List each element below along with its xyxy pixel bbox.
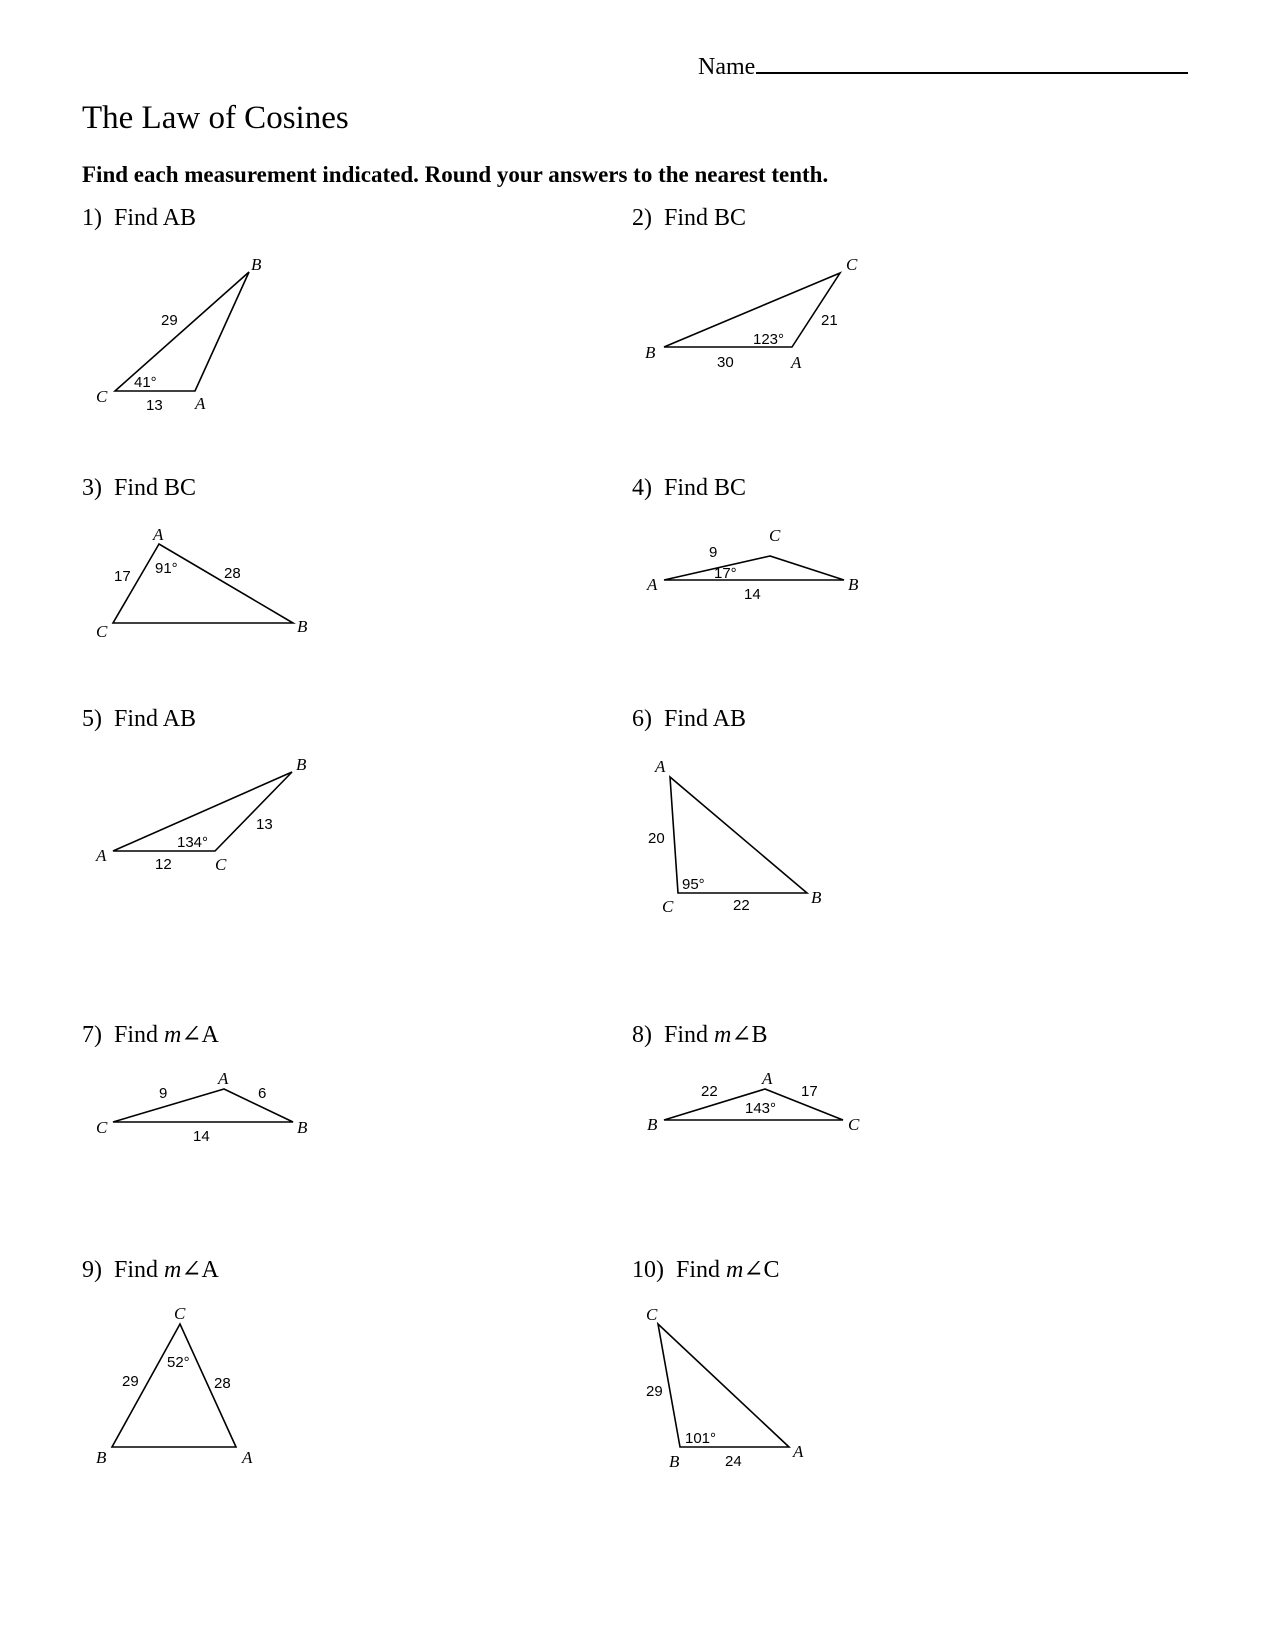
problem-9-label: 9) Find m∠A: [82, 1257, 219, 1283]
instructions: Find each measurement indicated. Round your answers to the nearest tenth.: [82, 162, 829, 187]
vertex-9-C: C: [174, 1304, 186, 1323]
side-8-label-b: 17: [801, 1083, 818, 1100]
vertex-6-B: B: [811, 888, 822, 907]
problem-1-label: 1) Find AB: [82, 205, 197, 231]
angle-4-label: 17°: [714, 565, 737, 582]
side-1-label-b: 13: [146, 397, 163, 414]
angle-1-label: 41°: [134, 374, 157, 391]
vertex-2-A: A: [791, 353, 802, 372]
vertex-1-A: A: [195, 394, 206, 413]
side-5-label: 13: [256, 816, 273, 833]
side-8-label: 22: [701, 1083, 718, 1100]
problem-2-label: 2) Find BC: [632, 205, 747, 231]
vertex-3-B: B: [297, 617, 308, 636]
vertex-5-A: A: [96, 846, 107, 865]
vertex-5-B: B: [296, 755, 307, 774]
vertex-6-C: C: [662, 897, 674, 916]
side-4-label-b: 14: [744, 586, 761, 603]
problem-10-label: 10) Find m∠C: [632, 1257, 780, 1283]
vertex-10-B: B: [669, 1452, 680, 1471]
vertex-10-A: A: [793, 1442, 804, 1461]
problem-4-label: 4) Find BC: [632, 475, 747, 501]
vertex-1-B: B: [251, 255, 262, 274]
side-3-label-b: 28: [224, 565, 241, 582]
triangle-10-shape: [658, 1324, 789, 1447]
angle-2-label: 123°: [753, 331, 785, 348]
problem-3-label: 3) Find BC: [82, 475, 197, 501]
vertex-10-C: C: [646, 1305, 658, 1324]
vertex-8-A: A: [762, 1069, 773, 1088]
problem-8-label: 8) Find m∠B: [632, 1022, 768, 1048]
side-3-label: 17: [114, 568, 131, 585]
vertex-3-A: A: [153, 525, 164, 544]
vertex-9-A: A: [242, 1448, 253, 1467]
vertex-7-B: B: [297, 1118, 308, 1137]
side-6-label: 20: [648, 830, 665, 847]
vertex-4-B: B: [848, 575, 859, 594]
side-7-label-b: 6: [258, 1085, 267, 1102]
vertex-3-C: C: [96, 622, 108, 641]
angle-9-label: 52°: [167, 1354, 190, 1371]
side-9-label: 29: [122, 1373, 139, 1390]
angle-3-label: 91°: [155, 560, 178, 577]
vertex-5-C: C: [215, 855, 227, 874]
angle-8-label: 143°: [745, 1100, 777, 1117]
side-9-label-b: 28: [214, 1375, 231, 1392]
problem-6-label: 6) Find AB: [632, 706, 747, 732]
vertex-2-C: C: [846, 255, 858, 274]
problem-5-label: 5) Find AB: [82, 706, 197, 732]
vertex-7-C: C: [96, 1118, 108, 1137]
side-5-label-b: 12: [155, 856, 172, 873]
side-10-label: 29: [646, 1383, 663, 1400]
vertex-9-B: B: [96, 1448, 107, 1467]
vertex-2-B: B: [645, 343, 656, 362]
vertex-7-A: A: [218, 1069, 229, 1088]
vertex-6-A: A: [655, 757, 666, 776]
vertex-1-C: C: [96, 387, 108, 406]
vertex-8-C: C: [848, 1115, 860, 1134]
vertex-4-A: A: [647, 575, 658, 594]
side-7-label-c: 14: [193, 1128, 210, 1145]
side-2-label-b: 30: [717, 354, 734, 371]
name-label: Name: [698, 54, 756, 80]
page-title: The Law of Cosines: [82, 100, 349, 136]
side-1-label: 29: [161, 312, 178, 329]
side-6-label-b: 22: [733, 897, 750, 914]
side-7-label: 9: [159, 1085, 168, 1102]
side-4-label: 9: [709, 544, 718, 561]
problem-7-label: 7) Find m∠A: [82, 1022, 219, 1048]
angle-10-label: 101°: [685, 1430, 717, 1447]
vertex-8-B: B: [647, 1115, 658, 1134]
vertex-4-C: C: [769, 526, 781, 545]
angle-5-label: 134°: [177, 834, 209, 851]
side-2-label: 21: [821, 312, 838, 329]
side-10-label-b: 24: [725, 1453, 742, 1470]
angle-6-label: 95°: [682, 876, 705, 893]
